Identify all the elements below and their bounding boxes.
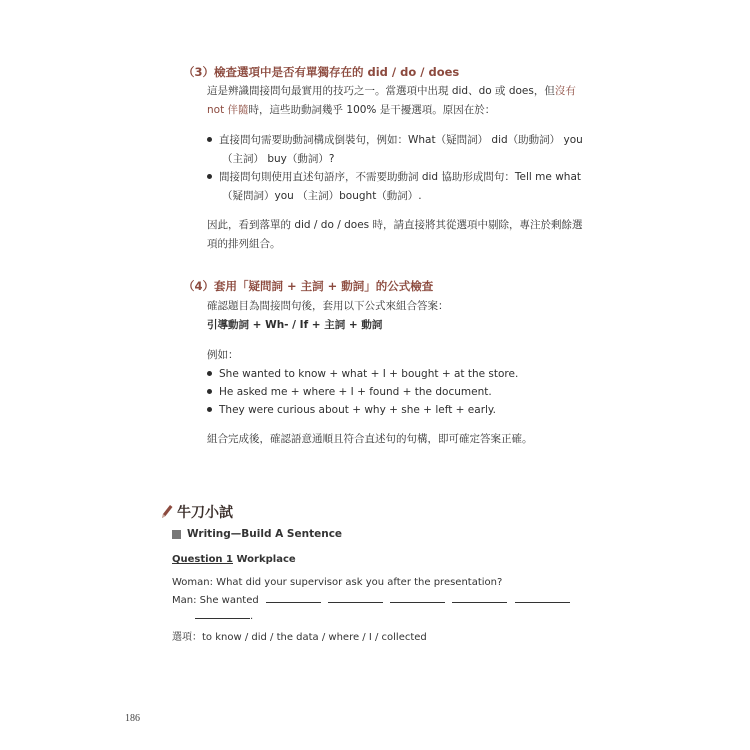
question-topic: Workplace bbox=[236, 554, 296, 565]
bullet-text: 間接問句則使用直述句語序，不需要助動詞 did 協助形成問句：Tell me what bbox=[219, 171, 582, 183]
example-item bbox=[207, 365, 518, 384]
woman-line: Woman: What did your supervisor ask you after the presentation? bbox=[172, 577, 503, 588]
answer-blank[interactable] bbox=[328, 592, 383, 603]
answer-blank[interactable] bbox=[266, 592, 321, 603]
bullet-direct-question-cont: （主詞） buy（動詞）? bbox=[222, 153, 335, 165]
intro-highlight: 沒有 bbox=[554, 85, 576, 97]
man-line-cont bbox=[195, 608, 253, 622]
section-4-formula: 引導動詞 + Wh- / If + 主詞 + 動詞 bbox=[207, 319, 383, 331]
example-text: They were curious about + why + she + left + early. bbox=[219, 404, 496, 416]
bullet-indirect-question bbox=[207, 168, 581, 187]
answer-blank[interactable] bbox=[390, 592, 445, 603]
man-line-text: Man: She wanted bbox=[172, 595, 259, 606]
bullet-dot-icon bbox=[207, 174, 212, 179]
writing-heading bbox=[172, 528, 342, 540]
bullet-indirect-question-cont: （疑問詞）you （主詞）bought（動詞）. bbox=[222, 190, 422, 202]
section-3-intro-line-2 bbox=[207, 101, 495, 120]
answer-blank[interactable] bbox=[452, 592, 507, 603]
bullet-direct-question bbox=[207, 131, 583, 150]
intro-text: 這是辨識間接問句最實用的技巧之一。當選項中出現 did、do 或 does，但 bbox=[207, 85, 555, 97]
practice-title-text: 牛刀小試 bbox=[177, 505, 233, 521]
section-4-conclusion: 組合完成後，確認語意通順且符合直述句的句構，即可確定答案正確。 bbox=[207, 433, 533, 445]
section-3-heading: （3）檢查選項中是否有單獨存在的 did / do / does bbox=[183, 65, 460, 79]
answer-blank[interactable] bbox=[515, 592, 570, 603]
practice-title bbox=[160, 502, 233, 522]
section-3-intro-line-1 bbox=[207, 82, 576, 101]
question-heading bbox=[172, 554, 296, 565]
answer-blank[interactable] bbox=[195, 608, 250, 619]
writing-heading-text: Writing—Build A Sentence bbox=[187, 528, 343, 540]
bullet-dot-icon bbox=[207, 407, 212, 412]
section-3-conclusion-line-2: 項的排列組合。 bbox=[207, 238, 281, 250]
bullet-dot-icon bbox=[207, 371, 212, 376]
bullet-dot-icon bbox=[207, 137, 212, 142]
page-number: 186 bbox=[125, 713, 140, 724]
section-4-intro: 確認題目為間接問句後，套用以下公式來組合答案： bbox=[207, 300, 449, 312]
bullet-text: 直接問句需要助動詞構成倒裝句，例如：What（疑問詞） did（助動詞） you bbox=[219, 134, 583, 146]
period: . bbox=[250, 611, 254, 622]
example-item bbox=[207, 401, 496, 420]
section-3-conclusion-line-1: 因此，看到落單的 did / do / does 時，請直接將其從選項中剔除，專注於剩餘選 bbox=[207, 219, 583, 231]
example-item bbox=[207, 383, 492, 402]
intro-highlight-2: not 伴隨 bbox=[207, 104, 249, 116]
example-label: 例如： bbox=[207, 349, 239, 361]
bullet-dot-icon bbox=[207, 389, 212, 394]
pencil-icon bbox=[160, 504, 174, 520]
man-line bbox=[172, 592, 570, 606]
options-line: 選項：to know / did / the data / where / I / collected bbox=[172, 632, 427, 643]
section-4-heading: （4）套用「疑問詞 + 主詞 + 動詞」的公式檢查 bbox=[183, 279, 434, 293]
example-text: She wanted to know + what + I + bought + at the store. bbox=[219, 368, 519, 380]
intro-text-2: 時，這些助動詞幾乎 100% 是干擾選項。原因在於： bbox=[248, 104, 496, 116]
square-bullet-icon bbox=[172, 530, 181, 539]
example-text: He asked me + where + I + found + the document. bbox=[219, 386, 492, 398]
question-label: Question 1 bbox=[172, 554, 233, 565]
